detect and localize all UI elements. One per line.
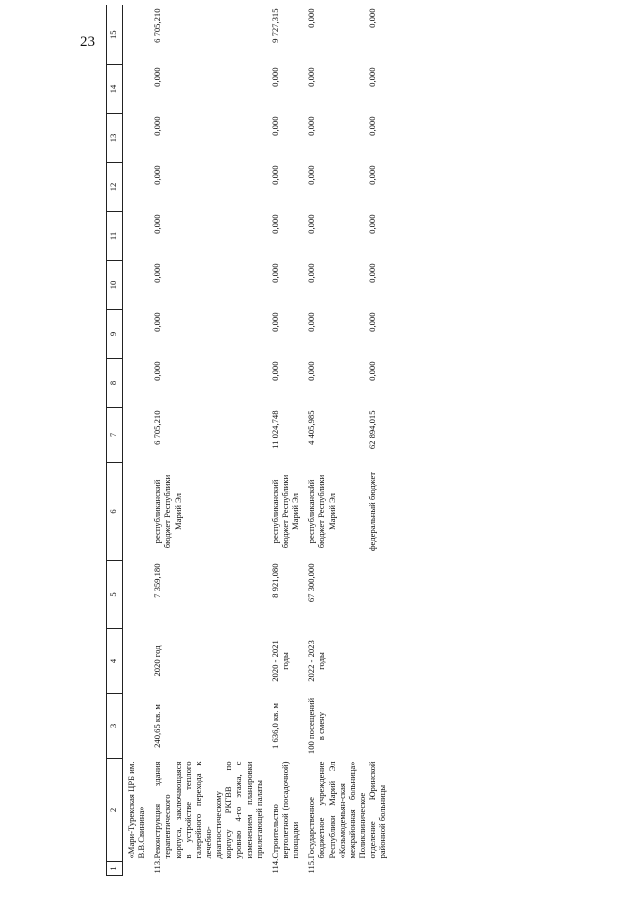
value-c14: 0,000: [366, 67, 377, 87]
capacity: 240,65 кв. м: [152, 704, 163, 748]
row-number: 114.: [269, 858, 280, 874]
value-c11: 0,000: [366, 214, 377, 234]
rotated-table-stage: [106, 8, 626, 876]
value-c10: 0,000: [366, 263, 377, 283]
value-c14: 0,000: [269, 67, 280, 87]
value-c13: 0,000: [269, 116, 280, 136]
table-row: [267, 6, 303, 876]
value-c15: 9 727,315: [269, 8, 280, 43]
col-header: 5: [107, 561, 123, 629]
total-cost: 8 921,080: [269, 563, 280, 598]
value-c8: 0,000: [152, 361, 163, 381]
continuation-row: [123, 6, 150, 876]
col-header: 6: [107, 463, 123, 561]
period: 2020 год: [152, 645, 163, 677]
capacity: 100 посещений в смену: [306, 697, 327, 755]
object-name: Реконструкция здания терапевтического корпуса, заключающаяся в устройстве теплого галерейного перехода к лечебно-диагностическому корпусу РКГВВ по уровню 4-го этажа, с изменением планировки прилегающей палаты: [152, 761, 264, 859]
value-c14: 0,000: [306, 67, 317, 87]
value-c10: 0,000: [306, 263, 317, 283]
value-c12: 0,000: [269, 165, 280, 185]
value-c11: 0,000: [269, 214, 280, 234]
value-c13: 0,000: [306, 116, 317, 136]
value-c9: 0,000: [366, 312, 377, 332]
col-header: 14: [107, 65, 123, 114]
continuation-name: «Мари-Турекская ЦРБ им. В.В.Свинина»: [126, 761, 147, 859]
col-header: 13: [107, 114, 123, 163]
col-header: 8: [107, 359, 123, 408]
value-c12: 0,000: [152, 165, 163, 185]
value-c7: 62 894,015: [366, 410, 377, 450]
col-header: 3: [107, 694, 123, 759]
object-name: Государственное бюджетное учреждение Республики Марий Эл «Козьмодемьян-ская межрайонная больница» Поликлиническое отделение Юринской районной больницы: [306, 761, 388, 859]
period: 2020 - 2021 годы: [269, 640, 290, 682]
row-number: 115.: [306, 858, 317, 874]
row-number: 113.: [152, 858, 163, 874]
value-c7: 4 405,985: [306, 410, 317, 445]
value-c15: 0,000: [366, 8, 377, 28]
value-c14: 0,000: [152, 67, 163, 87]
value-c12: 0,000: [366, 165, 377, 185]
value-c9: 0,000: [269, 312, 280, 332]
col-header: 7: [107, 408, 123, 463]
col-header: 1: [107, 862, 123, 876]
value-c11: 0,000: [306, 214, 317, 234]
value-c8: 0,000: [366, 361, 377, 381]
funding-source: федеральный бюджет: [366, 471, 377, 552]
col-header: 10: [107, 261, 123, 310]
col-header: 12: [107, 163, 123, 212]
object-name: Строительство вертолетной (посадочной) площадки: [269, 761, 301, 859]
value-c8: 0,000: [306, 361, 317, 381]
table-row: [149, 6, 267, 876]
header-row: [107, 6, 123, 876]
value-c10: 0,000: [152, 263, 163, 283]
page-number: 23: [80, 34, 95, 50]
value-c15: 0,000: [306, 8, 317, 28]
value-c8: 0,000: [269, 361, 280, 381]
value-c13: 0,000: [152, 116, 163, 136]
total-cost: 7 359,180: [152, 563, 163, 598]
col-header: 9: [107, 310, 123, 359]
col-header: 15: [107, 6, 123, 65]
value-c9: 0,000: [152, 312, 163, 332]
capacity: 1 636,0 кв. м: [269, 703, 280, 749]
col-header: 11: [107, 212, 123, 261]
investment-table: [106, 6, 390, 877]
value-c9: 0,000: [306, 312, 317, 332]
total-cost: 67 300,000: [306, 563, 317, 603]
value-c7: 11 024,748: [269, 410, 280, 449]
funding-source: республиканский бюджет Республики Марий Эл: [152, 474, 183, 549]
funding-source: республиканский бюджет Республики Марий Эл: [306, 474, 337, 549]
value-c11: 0,000: [152, 214, 163, 234]
value-c12: 0,000: [306, 165, 317, 185]
funding-source: республиканский бюджет Республики Марий Эл: [269, 474, 301, 549]
col-header: 4: [107, 629, 123, 694]
value-c7: 6 705,210: [152, 410, 163, 445]
period: 2022 - 2023 годы: [306, 640, 327, 682]
value-c15: 6 705,210: [152, 8, 163, 43]
col-header: 2: [107, 759, 123, 862]
value-c10: 0,000: [269, 263, 280, 283]
value-c13: 0,000: [366, 116, 377, 136]
table-row: [303, 6, 363, 876]
